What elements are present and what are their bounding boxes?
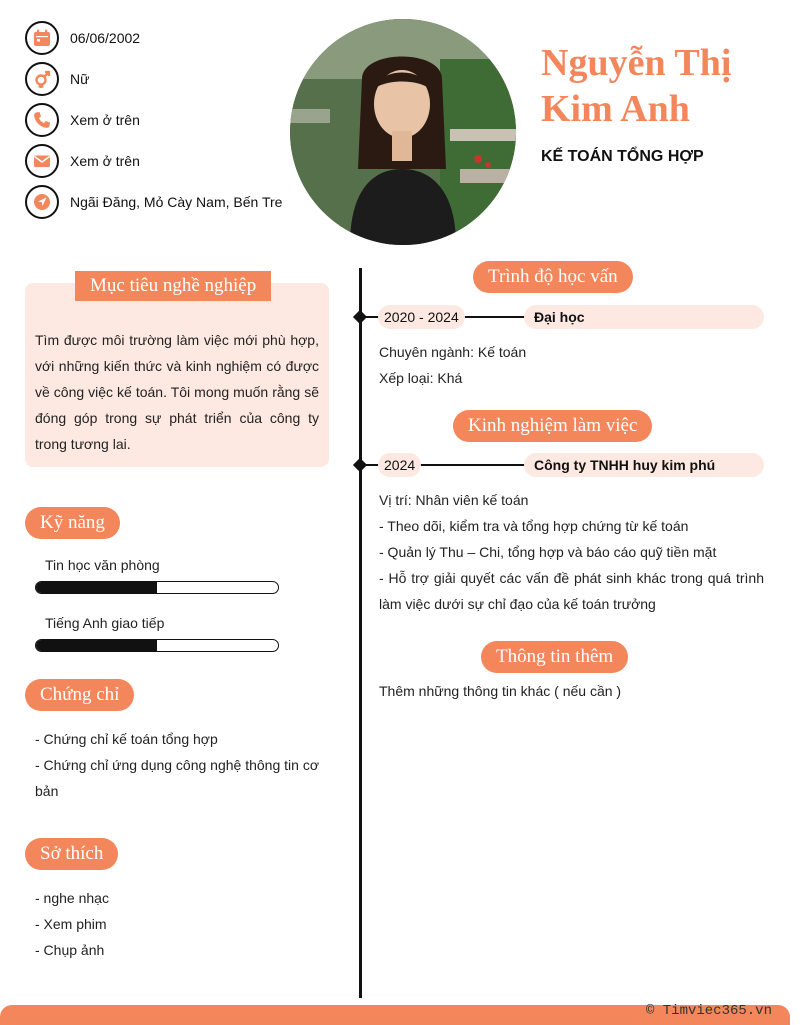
education-school: Đại học — [524, 305, 764, 329]
education-line: Xếp loại: Khá — [379, 370, 463, 386]
certificate-item: - Chứng chỉ ứng dụng công nghệ thông tin cơ bản — [35, 757, 319, 799]
education-line: Chuyên ngành: Kế toán — [379, 344, 527, 360]
contact-address — [25, 185, 295, 219]
skill-bar — [35, 639, 279, 652]
contact-email — [25, 144, 295, 178]
contact-gender — [25, 62, 295, 96]
birthday-text: 06/06/2002 — [70, 30, 141, 46]
skill-bar — [35, 581, 279, 594]
phone-text: Xem ở trên — [70, 112, 140, 128]
certificates-list — [35, 726, 327, 804]
experience-line: Vị trí: Nhân viên kế toán — [379, 492, 529, 508]
extra-heading: Thông tin thêm — [481, 641, 628, 673]
experience-company: Công ty TNHH huy kim phú — [524, 453, 764, 477]
skill-bar-fill — [36, 640, 157, 651]
objective-heading: Mục tiêu nghề nghiệp — [75, 271, 271, 301]
timeline-line — [359, 268, 362, 998]
contact-birthday — [25, 21, 295, 55]
objective-text: Tìm được môi trường làm việc mới phù hợp, với những kiến thức và kinh nghiệm có được về công việc kế toán. Tôi mong muốn rằng sẽ đóng góp trong sự phát triển của công ty trong tương lai. — [35, 332, 319, 452]
hobby-item: - Xem phim — [35, 916, 107, 932]
extra-text: Thêm những thông tin khác ( nếu cần ) — [379, 683, 622, 699]
contact-info — [25, 21, 295, 226]
gender-text: Nữ — [70, 71, 90, 87]
experience-heading: Kinh nghiệm làm việc — [453, 410, 652, 442]
contact-phone — [25, 103, 295, 137]
location-icon — [25, 185, 59, 219]
experience-line: - Hỗ trợ giải quyết các vấn đề phát sinh khác trong quá trình làm việc dưới sự chỉ đạo của kế toán trưởng — [379, 570, 764, 612]
skills-heading: Kỹ năng — [25, 507, 120, 539]
calendar-icon — [25, 21, 59, 55]
hobbies-list — [35, 885, 327, 963]
profile-photo — [290, 19, 516, 245]
email-text: Xem ở trên — [70, 153, 140, 169]
skill-label: Tiếng Anh giao tiếp — [45, 615, 165, 631]
certificate-item: - Chứng chỉ kế toán tổng hợp — [35, 731, 218, 747]
address-text: Ngãi Đăng, Mỏ Cày Nam, Bến Tre — [70, 194, 283, 210]
hobby-item: - nghe nhạc — [35, 890, 109, 906]
hobby-item: - Chụp ảnh — [35, 942, 105, 958]
mail-icon — [25, 144, 59, 178]
education-heading: Trình độ học vấn — [473, 261, 633, 293]
phone-icon — [25, 103, 59, 137]
experience-period: 2024 — [378, 453, 421, 477]
skill-bar-fill — [36, 582, 157, 593]
skill-item — [35, 615, 279, 652]
gender-icon — [25, 62, 59, 96]
experience-line: - Quản lý Thu – Chi, tổng hợp và báo cáo quỹ tiền mặt — [379, 544, 717, 560]
skill-label: Tin học văn phòng — [45, 557, 160, 573]
education-details — [379, 339, 764, 391]
skill-item — [35, 557, 279, 594]
education-period: 2020 - 2024 — [378, 305, 465, 329]
job-title: KẾ TOÁN TỔNG HỢP — [541, 148, 704, 165]
hobbies-heading: Sở thích — [25, 838, 118, 870]
experience-details — [379, 487, 764, 617]
watermark: © Timviec365.vn — [645, 1003, 772, 1019]
candidate-name: Nguyễn Thị Kim Anh — [541, 42, 732, 130]
certificates-heading: Chứng chỉ — [25, 679, 134, 711]
experience-line: - Theo dõi, kiểm tra và tổng hợp chứng từ kế toán — [379, 518, 689, 534]
